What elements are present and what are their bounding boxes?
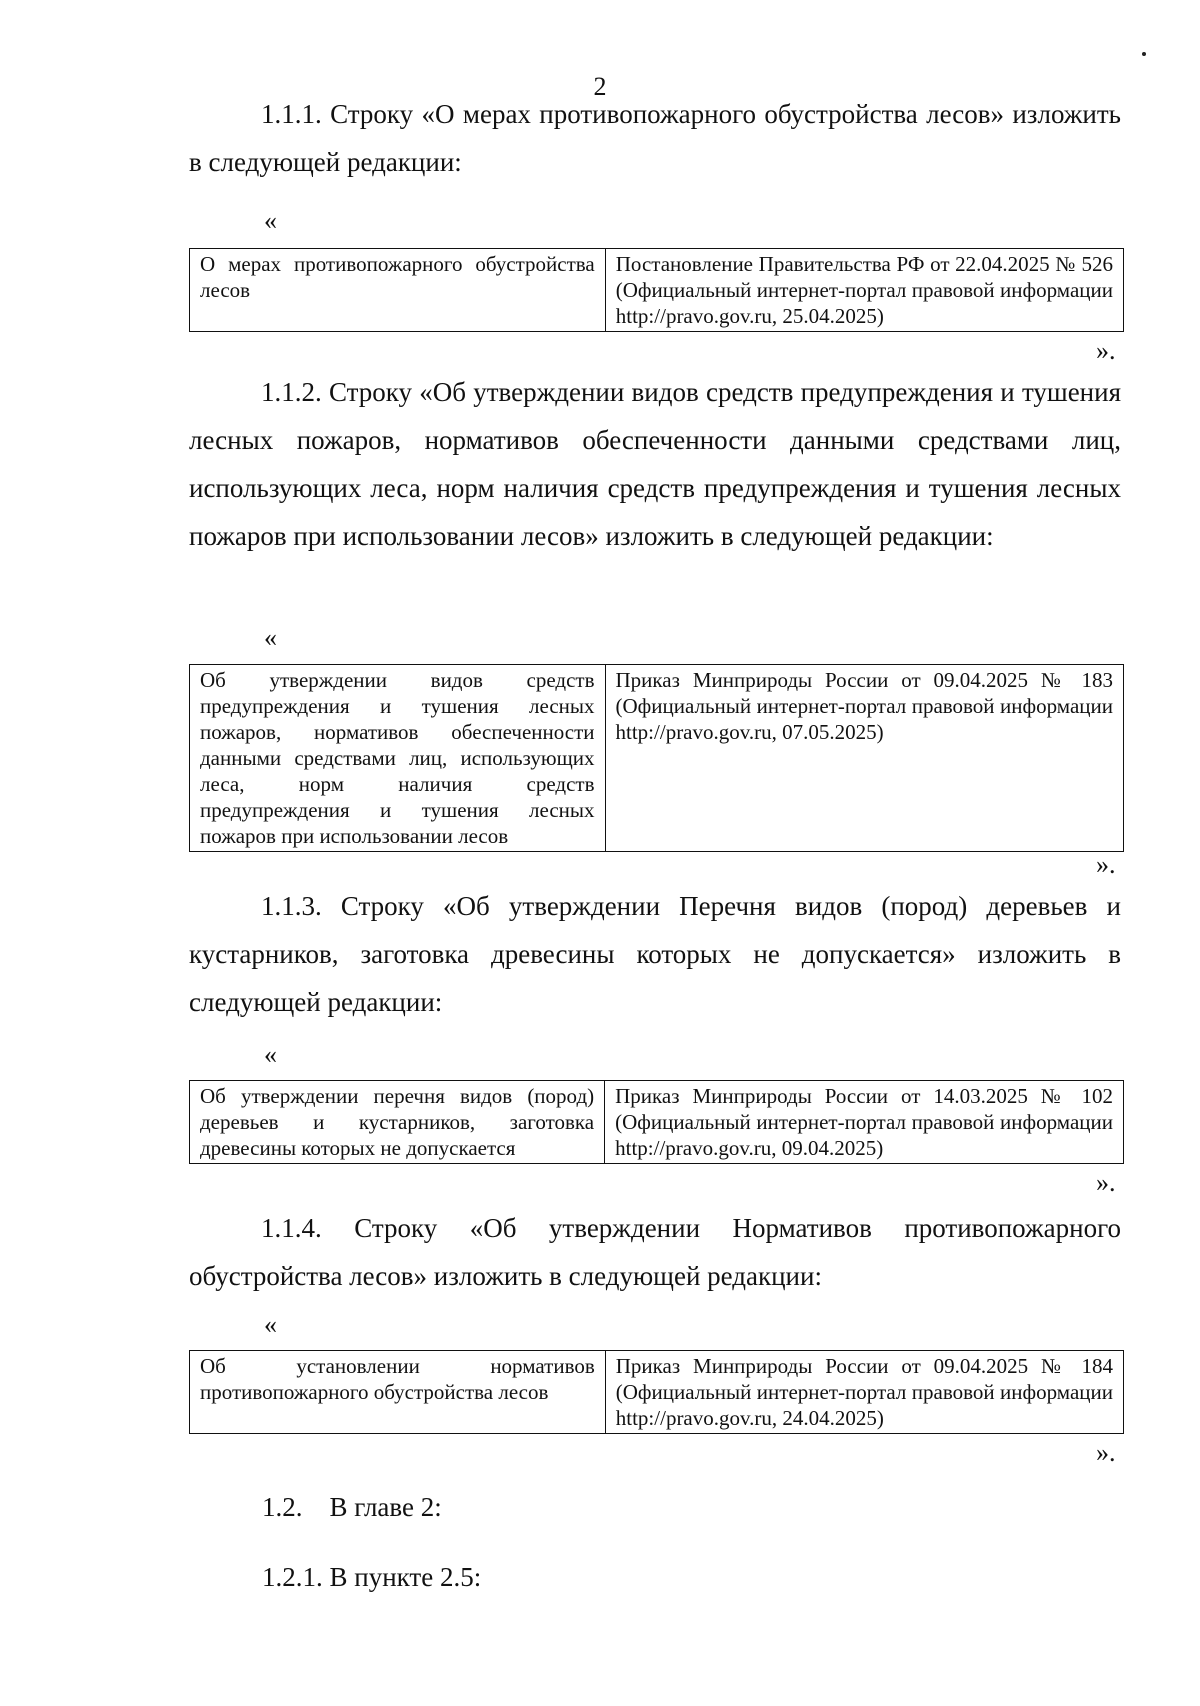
page-number: 2: [593, 72, 607, 101]
close-quote: ».: [1096, 336, 1116, 365]
table-cell-source: Приказ Минприроды России от 09.04.2025 № 183 (Официальный интернет-портал правовой информации http://pravo.gov.ru, 07.05.2025): [605, 665, 1123, 852]
open-quote: «: [264, 1040, 277, 1069]
table-row: [190, 249, 1124, 332]
amendment-table-1-1-3: [189, 1080, 1124, 1164]
table-row: [190, 1081, 1124, 1164]
amendment-table-1-1-4: [189, 1350, 1124, 1434]
subsection-1-2: 1.2. В главе 2:: [262, 1492, 442, 1522]
section-1-1-2-heading: 1.1.2. Строку «Об утверждении видов средств предупреждения и тушения лесных пожаров, нормативов обеспеченности данными средствами лиц, использующих леса, норм наличия средств предупреждения и тушения лесных пожаров при использовании лесов» изложить в следующей редакции:: [189, 377, 1121, 551]
table-cell-source: Постановление Правительства РФ от 22.04.2025 № 526 (Официальный интернет-портал правовой информации http://pravo.gov.ru, 25.04.2025): [605, 249, 1123, 332]
section-1-1-3-heading: 1.1.3. Строку «Об утверждении Перечня видов (пород) деревьев и кустарников, заготовка древесины которых не допускается» изложить в следующей редакции:: [189, 891, 1121, 1017]
section-1-1-4-heading: 1.1.4. Строку «Об утверждении Нормативов противопожарного обустройства лесов» изложить в следующей редакции:: [189, 1213, 1121, 1291]
table-cell-title: Об утверждении видов средств предупреждения и тушения лесных пожаров, нормативов обеспеченности данными средствами лиц, использующих леса, норм наличия средств предупреждения и тушения лесных пожаров при использовании лесов: [190, 665, 606, 852]
table-cell-title: Об установлении нормативов противопожарного обустройства лесов: [190, 1351, 606, 1434]
amendment-table-1-1-2: [189, 664, 1124, 852]
table-cell-title: Об утверждении перечня видов (пород) деревьев и кустарников, заготовка древесины которых не допускается: [190, 1081, 605, 1164]
open-quote: «: [264, 623, 277, 652]
open-quote: «: [264, 1310, 277, 1339]
table-row: [190, 665, 1124, 852]
subsection-1-2-1: 1.2.1. В пункте 2.5:: [262, 1562, 482, 1592]
table-cell-source: Приказ Минприроды России от 14.03.2025 № 102 (Официальный интернет-портал правовой информации http://pravo.gov.ru, 09.04.2025): [605, 1081, 1124, 1164]
open-quote: «: [264, 206, 277, 235]
close-quote: ».: [1096, 1168, 1116, 1197]
table-row: [190, 1351, 1124, 1434]
table-cell-source: Приказ Минприроды России от 09.04.2025 № 184 (Официальный интернет-портал правовой информации http://pravo.gov.ru, 24.04.2025): [605, 1351, 1123, 1434]
close-quote: ».: [1096, 850, 1116, 879]
amendment-table-1-1-1: [189, 248, 1124, 332]
close-quote: ».: [1096, 1438, 1116, 1467]
table-cell-title: О мерах противопожарного обустройства лесов: [190, 249, 606, 332]
scan-speck: [1142, 52, 1146, 56]
section-1-1-1-heading: 1.1.1. Строку «О мерах противопожарного обустройства лесов» изложить в следующей редакции:: [189, 99, 1121, 177]
